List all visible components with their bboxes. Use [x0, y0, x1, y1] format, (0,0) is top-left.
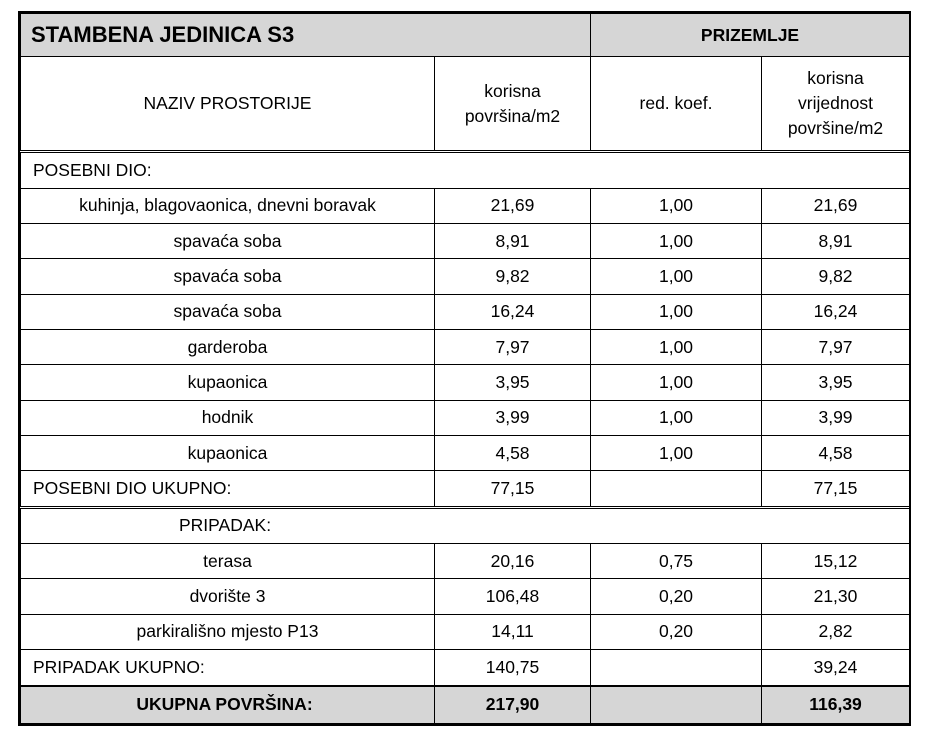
table-row: [21, 330, 910, 365]
table-row: [21, 579, 910, 614]
room-area: 21,69: [435, 188, 591, 223]
posebni-dio-total-coef: [591, 471, 762, 507]
room-name: kuhinja, blagovaonica, dnevni boravak: [21, 188, 435, 223]
table-row: [21, 544, 910, 579]
area-table: [20, 13, 910, 724]
room-area: 3,95: [435, 365, 591, 400]
room-coef: 1,00: [591, 259, 762, 294]
header-name: NAZIV PROSTORIJE: [21, 57, 435, 152]
room-value: 21,69: [762, 188, 910, 223]
room-name: dvorište 3: [21, 579, 435, 614]
room-name: terasa: [21, 544, 435, 579]
room-value: 9,82: [762, 259, 910, 294]
room-name: parkirališno mjesto P13: [21, 614, 435, 649]
room-area: 16,24: [435, 294, 591, 329]
section-posebni-dio: [21, 152, 910, 188]
title-row: [21, 14, 910, 57]
room-area: 106,48: [435, 579, 591, 614]
pripadak-total-area: 140,75: [435, 650, 591, 686]
header-coef: red. koef.: [591, 57, 762, 152]
pripadak-total-value: 39,24: [762, 650, 910, 686]
room-area: 9,82: [435, 259, 591, 294]
room-name: hodnik: [21, 400, 435, 435]
room-coef: 0,20: [591, 579, 762, 614]
room-name: kupaonica: [21, 365, 435, 400]
section-label: PRIPADAK:: [21, 507, 910, 543]
section-pripadak: [21, 507, 910, 543]
room-area: 3,99: [435, 400, 591, 435]
room-name: spavaća soba: [21, 224, 435, 259]
room-name: spavaća soba: [21, 294, 435, 329]
room-coef: 0,75: [591, 544, 762, 579]
area-table-sheet: [18, 11, 911, 726]
table-row: [21, 400, 910, 435]
room-area: 20,16: [435, 544, 591, 579]
header-area: korisna površina/m2: [435, 57, 591, 152]
room-value: 16,24: [762, 294, 910, 329]
grand-total-coef: [591, 686, 762, 724]
room-area: 8,91: [435, 224, 591, 259]
grand-total-area: 217,90: [435, 686, 591, 724]
room-value: 4,58: [762, 436, 910, 471]
grand-total-row: [21, 686, 910, 724]
grand-total-label: UKUPNA POVRŠINA:: [21, 686, 435, 724]
room-coef: 1,00: [591, 365, 762, 400]
room-value: 2,82: [762, 614, 910, 649]
table-row: [21, 224, 910, 259]
room-coef: 1,00: [591, 294, 762, 329]
pripadak-total-row: [21, 650, 910, 686]
room-coef: 1,00: [591, 436, 762, 471]
room-name: spavaća soba: [21, 259, 435, 294]
table-row: [21, 188, 910, 223]
room-coef: 1,00: [591, 188, 762, 223]
room-value: 8,91: [762, 224, 910, 259]
room-coef: 1,00: [591, 224, 762, 259]
unit-title: STAMBENA JEDINICA S3: [21, 14, 591, 57]
section-label: POSEBNI DIO:: [21, 152, 910, 188]
table-row: [21, 436, 910, 471]
pripadak-total-coef: [591, 650, 762, 686]
table-row: [21, 365, 910, 400]
posebni-dio-total-area: 77,15: [435, 471, 591, 507]
room-name: garderoba: [21, 330, 435, 365]
pripadak-total-label: PRIPADAK UKUPNO:: [21, 650, 435, 686]
posebni-dio-total-label: POSEBNI DIO UKUPNO:: [21, 471, 435, 507]
posebni-dio-total-row: [21, 471, 910, 507]
room-area: 7,97: [435, 330, 591, 365]
table-row: [21, 294, 910, 329]
room-coef: 0,20: [591, 614, 762, 649]
room-coef: 1,00: [591, 400, 762, 435]
table-row: [21, 614, 910, 649]
table-row: [21, 259, 910, 294]
room-value: 3,99: [762, 400, 910, 435]
room-value: 21,30: [762, 579, 910, 614]
room-value: 3,95: [762, 365, 910, 400]
room-value: 7,97: [762, 330, 910, 365]
header-row: [21, 57, 910, 152]
floor-label: PRIZEMLJE: [591, 14, 910, 57]
room-value: 15,12: [762, 544, 910, 579]
grand-total-value: 116,39: [762, 686, 910, 724]
room-coef: 1,00: [591, 330, 762, 365]
room-name: kupaonica: [21, 436, 435, 471]
header-value: korisna vrijednost površine/m2: [762, 57, 910, 152]
posebni-dio-total-value: 77,15: [762, 471, 910, 507]
room-area: 4,58: [435, 436, 591, 471]
room-area: 14,11: [435, 614, 591, 649]
